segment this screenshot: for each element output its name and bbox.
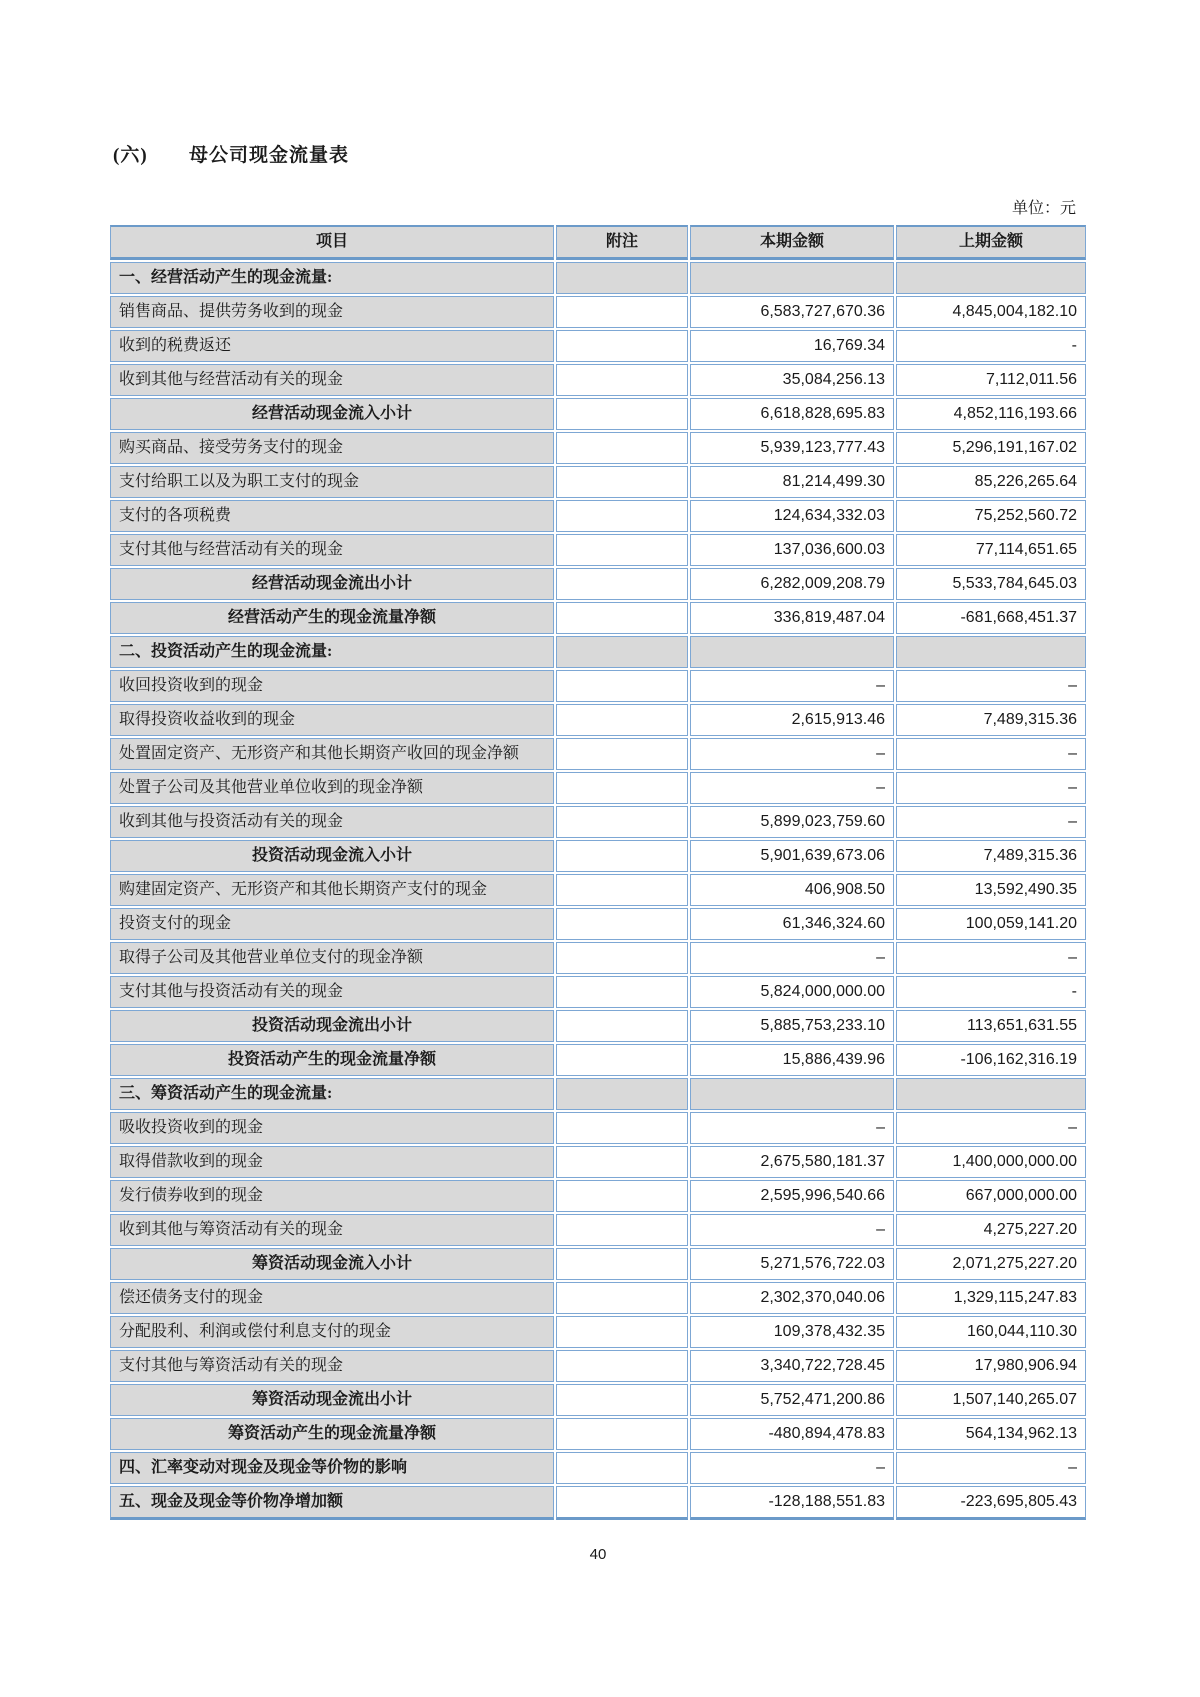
cash-flow-table bbox=[108, 223, 1088, 1522]
current-amount-cell: – bbox=[690, 1112, 894, 1144]
note-cell bbox=[556, 1146, 688, 1178]
current-amount-cell: – bbox=[690, 1214, 894, 1246]
note-cell bbox=[556, 1452, 688, 1484]
item-cell: 支付其他与经营活动有关的现金 bbox=[110, 534, 554, 566]
table-row bbox=[110, 908, 1086, 940]
table-row bbox=[110, 330, 1086, 362]
column-header: 本期金额 bbox=[690, 225, 894, 260]
note-cell bbox=[556, 296, 688, 328]
table-row bbox=[110, 1248, 1086, 1280]
item-cell: 支付给职工以及为职工支付的现金 bbox=[110, 466, 554, 498]
item-cell: 偿还债务支付的现金 bbox=[110, 1282, 554, 1314]
table-row bbox=[110, 1452, 1086, 1484]
note-cell bbox=[556, 1112, 688, 1144]
note-cell bbox=[556, 908, 688, 940]
table-row bbox=[110, 1146, 1086, 1178]
item-cell: 经营活动现金流出小计 bbox=[110, 568, 554, 600]
table-row bbox=[110, 840, 1086, 872]
table-row bbox=[110, 806, 1086, 838]
note-cell bbox=[556, 1078, 688, 1110]
note-cell bbox=[556, 602, 688, 634]
note-cell bbox=[556, 636, 688, 668]
prior-amount-cell: 17,980,906.94 bbox=[896, 1350, 1086, 1382]
table-row bbox=[110, 704, 1086, 736]
table-row bbox=[110, 1010, 1086, 1042]
item-cell: 五、现金及现金等价物净增加额 bbox=[110, 1486, 554, 1520]
current-amount-cell: 2,615,913.46 bbox=[690, 704, 894, 736]
item-cell: 筹资活动现金流入小计 bbox=[110, 1248, 554, 1280]
prior-amount-cell bbox=[896, 262, 1086, 294]
table-row bbox=[110, 772, 1086, 804]
note-cell bbox=[556, 432, 688, 464]
prior-amount-cell: – bbox=[896, 806, 1086, 838]
prior-amount-cell: 4,845,004,182.10 bbox=[896, 296, 1086, 328]
prior-amount-cell: – bbox=[896, 738, 1086, 770]
table-row bbox=[110, 874, 1086, 906]
current-amount-cell: 5,899,023,759.60 bbox=[690, 806, 894, 838]
prior-amount-cell: 77,114,651.65 bbox=[896, 534, 1086, 566]
prior-amount-cell: 1,329,115,247.83 bbox=[896, 1282, 1086, 1314]
prior-amount-cell bbox=[896, 636, 1086, 668]
current-amount-cell: – bbox=[690, 942, 894, 974]
prior-amount-cell: 2,071,275,227.20 bbox=[896, 1248, 1086, 1280]
prior-amount-cell: -681,668,451.37 bbox=[896, 602, 1086, 634]
prior-amount-cell: – bbox=[896, 1452, 1086, 1484]
current-amount-cell: 6,583,727,670.36 bbox=[690, 296, 894, 328]
prior-amount-cell: 100,059,141.20 bbox=[896, 908, 1086, 940]
item-cell: 支付其他与投资活动有关的现金 bbox=[110, 976, 554, 1008]
item-cell: 取得借款收到的现金 bbox=[110, 1146, 554, 1178]
prior-amount-cell: -106,162,316.19 bbox=[896, 1044, 1086, 1076]
note-cell bbox=[556, 500, 688, 532]
note-cell bbox=[556, 1214, 688, 1246]
table-row bbox=[110, 636, 1086, 668]
table-row bbox=[110, 670, 1086, 702]
note-cell bbox=[556, 704, 688, 736]
note-cell bbox=[556, 466, 688, 498]
item-cell: 吸收投资收到的现金 bbox=[110, 1112, 554, 1144]
prior-amount-cell: 7,489,315.36 bbox=[896, 704, 1086, 736]
table-header-row bbox=[110, 225, 1086, 260]
current-amount-cell: 5,752,471,200.86 bbox=[690, 1384, 894, 1416]
table-row bbox=[110, 262, 1086, 294]
table-row bbox=[110, 432, 1086, 464]
note-cell bbox=[556, 772, 688, 804]
current-amount-cell: 336,819,487.04 bbox=[690, 602, 894, 634]
note-cell bbox=[556, 1384, 688, 1416]
current-amount-cell: – bbox=[690, 738, 894, 770]
note-cell bbox=[556, 262, 688, 294]
item-cell: 投资活动产生的现金流量净额 bbox=[110, 1044, 554, 1076]
note-cell bbox=[556, 534, 688, 566]
item-cell: 购买商品、接受劳务支付的现金 bbox=[110, 432, 554, 464]
item-cell: 处置子公司及其他营业单位收到的现金净额 bbox=[110, 772, 554, 804]
item-cell: 收到其他与筹资活动有关的现金 bbox=[110, 1214, 554, 1246]
table-row bbox=[110, 1180, 1086, 1212]
prior-amount-cell: 7,489,315.36 bbox=[896, 840, 1086, 872]
prior-amount-cell: – bbox=[896, 670, 1086, 702]
item-cell: 投资活动现金流入小计 bbox=[110, 840, 554, 872]
current-amount-cell: – bbox=[690, 772, 894, 804]
item-cell: 购建固定资产、无形资产和其他长期资产支付的现金 bbox=[110, 874, 554, 906]
page-number: 40 bbox=[589, 1546, 607, 1563]
current-amount-cell: 5,939,123,777.43 bbox=[690, 432, 894, 464]
item-cell: 投资活动现金流出小计 bbox=[110, 1010, 554, 1042]
note-cell bbox=[556, 1248, 688, 1280]
current-amount-cell: 3,340,722,728.45 bbox=[690, 1350, 894, 1382]
current-amount-cell: -480,894,478.83 bbox=[690, 1418, 894, 1450]
item-cell: 支付其他与筹资活动有关的现金 bbox=[110, 1350, 554, 1382]
current-amount-cell: 61,346,324.60 bbox=[690, 908, 894, 940]
current-amount-cell: 35,084,256.13 bbox=[690, 364, 894, 396]
table-row bbox=[110, 1384, 1086, 1416]
section-title bbox=[108, 140, 1088, 167]
note-cell bbox=[556, 1418, 688, 1450]
current-amount-cell: 5,271,576,722.03 bbox=[690, 1248, 894, 1280]
current-amount-cell: 124,634,332.03 bbox=[690, 500, 894, 532]
table-row bbox=[110, 500, 1086, 532]
prior-amount-cell: – bbox=[896, 942, 1086, 974]
prior-amount-cell: 160,044,110.30 bbox=[896, 1316, 1086, 1348]
table-row bbox=[110, 1112, 1086, 1144]
item-cell: 四、汇率变动对现金及现金等价物的影响 bbox=[110, 1452, 554, 1484]
current-amount-cell: 2,675,580,181.37 bbox=[690, 1146, 894, 1178]
note-cell bbox=[556, 1350, 688, 1382]
item-cell: 一、经营活动产生的现金流量: bbox=[110, 262, 554, 294]
current-amount-cell: 2,595,996,540.66 bbox=[690, 1180, 894, 1212]
item-cell: 收到其他与投资活动有关的现金 bbox=[110, 806, 554, 838]
note-cell bbox=[556, 942, 688, 974]
table-row bbox=[110, 1350, 1086, 1382]
item-cell: 三、筹资活动产生的现金流量: bbox=[110, 1078, 554, 1110]
table-row bbox=[110, 1078, 1086, 1110]
table-row bbox=[110, 1282, 1086, 1314]
table-row bbox=[110, 1214, 1086, 1246]
prior-amount-cell: - bbox=[896, 330, 1086, 362]
item-cell: 筹资活动现金流出小计 bbox=[110, 1384, 554, 1416]
column-header: 项目 bbox=[110, 225, 554, 260]
prior-amount-cell: 85,226,265.64 bbox=[896, 466, 1086, 498]
table-body bbox=[110, 262, 1086, 1520]
table-row bbox=[110, 1316, 1086, 1348]
prior-amount-cell: 4,852,116,193.66 bbox=[896, 398, 1086, 430]
table-row bbox=[110, 976, 1086, 1008]
prior-amount-cell: 5,533,784,645.03 bbox=[896, 568, 1086, 600]
prior-amount-cell: 564,134,962.13 bbox=[896, 1418, 1086, 1450]
current-amount-cell: 109,378,432.35 bbox=[690, 1316, 894, 1348]
note-cell bbox=[556, 1010, 688, 1042]
note-cell bbox=[556, 330, 688, 362]
unit-label: 单位：元 bbox=[1011, 200, 1076, 217]
note-cell bbox=[556, 738, 688, 770]
table-row bbox=[110, 534, 1086, 566]
current-amount-cell: 15,886,439.96 bbox=[690, 1044, 894, 1076]
note-cell bbox=[556, 976, 688, 1008]
current-amount-cell: 6,618,828,695.83 bbox=[690, 398, 894, 430]
prior-amount-cell bbox=[896, 1078, 1086, 1110]
item-cell: 分配股利、利润或偿付利息支付的现金 bbox=[110, 1316, 554, 1348]
table-row bbox=[110, 398, 1086, 430]
table-row bbox=[110, 738, 1086, 770]
note-cell bbox=[556, 670, 688, 702]
current-amount-cell: 406,908.50 bbox=[690, 874, 894, 906]
note-cell bbox=[556, 806, 688, 838]
current-amount-cell bbox=[690, 262, 894, 294]
note-cell bbox=[556, 364, 688, 396]
item-cell: 发行债券收到的现金 bbox=[110, 1180, 554, 1212]
note-cell bbox=[556, 1180, 688, 1212]
table-row bbox=[110, 296, 1086, 328]
prior-amount-cell: - bbox=[896, 976, 1086, 1008]
table-row bbox=[110, 1486, 1086, 1520]
prior-amount-cell: 1,400,000,000.00 bbox=[896, 1146, 1086, 1178]
item-cell: 二、投资活动产生的现金流量: bbox=[110, 636, 554, 668]
current-amount-cell: – bbox=[690, 1452, 894, 1484]
current-amount-cell bbox=[690, 636, 894, 668]
item-cell: 处置固定资产、无形资产和其他长期资产收回的现金净额 bbox=[110, 738, 554, 770]
table-row bbox=[110, 1044, 1086, 1076]
note-cell bbox=[556, 840, 688, 872]
current-amount-cell: 5,901,639,673.06 bbox=[690, 840, 894, 872]
table-row bbox=[110, 942, 1086, 974]
column-header: 上期金额 bbox=[896, 225, 1086, 260]
item-cell: 支付的各项税费 bbox=[110, 500, 554, 532]
current-amount-cell: 6,282,009,208.79 bbox=[690, 568, 894, 600]
current-amount-cell: 2,302,370,040.06 bbox=[690, 1282, 894, 1314]
current-amount-cell: – bbox=[690, 670, 894, 702]
prior-amount-cell: 7,112,011.56 bbox=[896, 364, 1086, 396]
prior-amount-cell: 13,592,490.35 bbox=[896, 874, 1086, 906]
table-row bbox=[110, 364, 1086, 396]
prior-amount-cell: 4,275,227.20 bbox=[896, 1214, 1086, 1246]
current-amount-cell: 16,769.34 bbox=[690, 330, 894, 362]
current-amount-cell: 137,036,600.03 bbox=[690, 534, 894, 566]
item-cell: 投资支付的现金 bbox=[110, 908, 554, 940]
current-amount-cell: 81,214,499.30 bbox=[690, 466, 894, 498]
column-header: 附注 bbox=[556, 225, 688, 260]
note-cell bbox=[556, 1316, 688, 1348]
prior-amount-cell: -223,695,805.43 bbox=[896, 1486, 1086, 1520]
table-row bbox=[110, 568, 1086, 600]
prior-amount-cell: 5,296,191,167.02 bbox=[896, 432, 1086, 464]
note-cell bbox=[556, 1282, 688, 1314]
prior-amount-cell: 667,000,000.00 bbox=[896, 1180, 1086, 1212]
note-cell bbox=[556, 1486, 688, 1520]
note-cell bbox=[556, 568, 688, 600]
table-header bbox=[110, 225, 1086, 260]
page-content bbox=[108, 140, 1088, 1563]
prior-amount-cell: 113,651,631.55 bbox=[896, 1010, 1086, 1042]
prior-amount-cell: – bbox=[896, 772, 1086, 804]
item-cell: 收到的税费返还 bbox=[110, 330, 554, 362]
item-cell: 筹资活动产生的现金流量净额 bbox=[110, 1418, 554, 1450]
note-cell bbox=[556, 398, 688, 430]
table-row bbox=[110, 466, 1086, 498]
item-cell: 取得子公司及其他营业单位支付的现金净额 bbox=[110, 942, 554, 974]
section-title-index: (六) bbox=[113, 145, 148, 166]
current-amount-cell: -128,188,551.83 bbox=[690, 1486, 894, 1520]
current-amount-cell bbox=[690, 1078, 894, 1110]
item-cell: 收回投资收到的现金 bbox=[110, 670, 554, 702]
item-cell: 取得投资收益收到的现金 bbox=[110, 704, 554, 736]
prior-amount-cell: 75,252,560.72 bbox=[896, 500, 1086, 532]
table-row bbox=[110, 1418, 1086, 1450]
item-cell: 销售商品、提供劳务收到的现金 bbox=[110, 296, 554, 328]
prior-amount-cell: 1,507,140,265.07 bbox=[896, 1384, 1086, 1416]
current-amount-cell: 5,824,000,000.00 bbox=[690, 976, 894, 1008]
current-amount-cell: 5,885,753,233.10 bbox=[690, 1010, 894, 1042]
item-cell: 经营活动现金流入小计 bbox=[110, 398, 554, 430]
item-cell: 收到其他与经营活动有关的现金 bbox=[110, 364, 554, 396]
prior-amount-cell: – bbox=[896, 1112, 1086, 1144]
item-cell: 经营活动产生的现金流量净额 bbox=[110, 602, 554, 634]
note-cell bbox=[556, 1044, 688, 1076]
table-row bbox=[110, 602, 1086, 634]
note-cell bbox=[556, 874, 688, 906]
section-title-text: 母公司现金流量表 bbox=[189, 145, 350, 166]
